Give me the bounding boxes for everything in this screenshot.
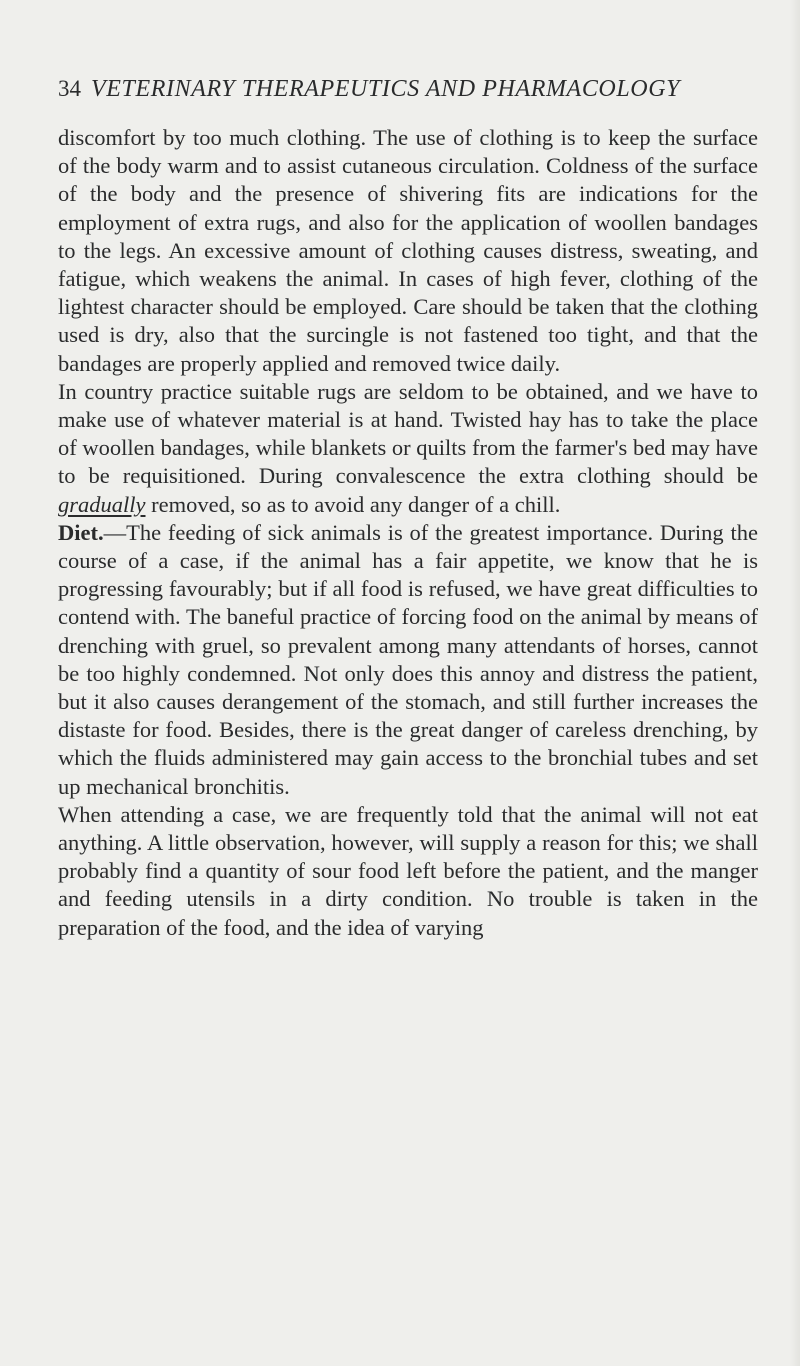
paragraph-text: —The feeding of sick animals is of the greatest importance. During the course of a case, if the animal has a fair appetite, we know that he is progressing favourably; but if all food is refused, we have great difficulties to contend with. The baneful practice of forcing food on the animal by means of drenching with gruel, so prevalent among many attendants of horses, cannot be too highly condemned. Not only does this annoy and distress the patient, but it also causes derangement of the stomach, and still further increases the distaste for food. Besides, there is the great danger of careless drenching, by which the fluids administered may gain access to the bronchial tubes and set up mechanical bronchitis. xyxy=(58,519,758,799)
emphasis-word: gradually xyxy=(58,491,146,517)
paragraph-country-practice xyxy=(58,378,758,519)
paragraph-text: In country practice suitable rugs are seldom to be obtained, and we have to make use of whatever material is at hand. Twisted hay has to take the place of woollen bandages, while blankets or quilts from the farmer's bed may have to be requisitioned. During convalescence the extra clothing should be xyxy=(58,378,758,489)
paragraph-attending: When attending a case, we are frequently told that the animal will not eat anything. A little observation, however, will supply a reason for this; we shall probably find a quantity of sour food left before the patient, and the manger and feeding utensils in a dirty condition. No trouble is taken in the preparation of the food, and the idea of varying xyxy=(58,801,758,940)
paragraph-diet xyxy=(58,519,758,801)
section-heading: Diet. xyxy=(58,519,104,545)
running-title: VETERINARY THERAPEUTICS AND PHARMACOLOGY xyxy=(91,76,681,102)
paragraph-clothing: discomfort by too much clothing. The use of clothing is to keep the surface of the body warm and to assist cutaneous circulation. Coldness of the surface of the body and the presence of shivering fits are indications for the employment of extra rugs, and also for the application of woollen bandages to the legs. An excessive amount of clothing causes distress, sweating, and fatigue, which weakens the animal. In cases of high fever, clothing of the lightest character should be employed. Care should be taken that the clothing used is dry, also that the surcingle is not fastened too tight, and that the bandages are properly applied and removed twice daily. xyxy=(58,125,758,376)
page-edge xyxy=(790,0,800,1366)
running-header xyxy=(58,72,758,106)
page-number: 34 xyxy=(58,76,81,101)
paragraph-text: removed, so as to avoid any danger of a chill. xyxy=(145,491,561,517)
body-text xyxy=(58,124,758,942)
